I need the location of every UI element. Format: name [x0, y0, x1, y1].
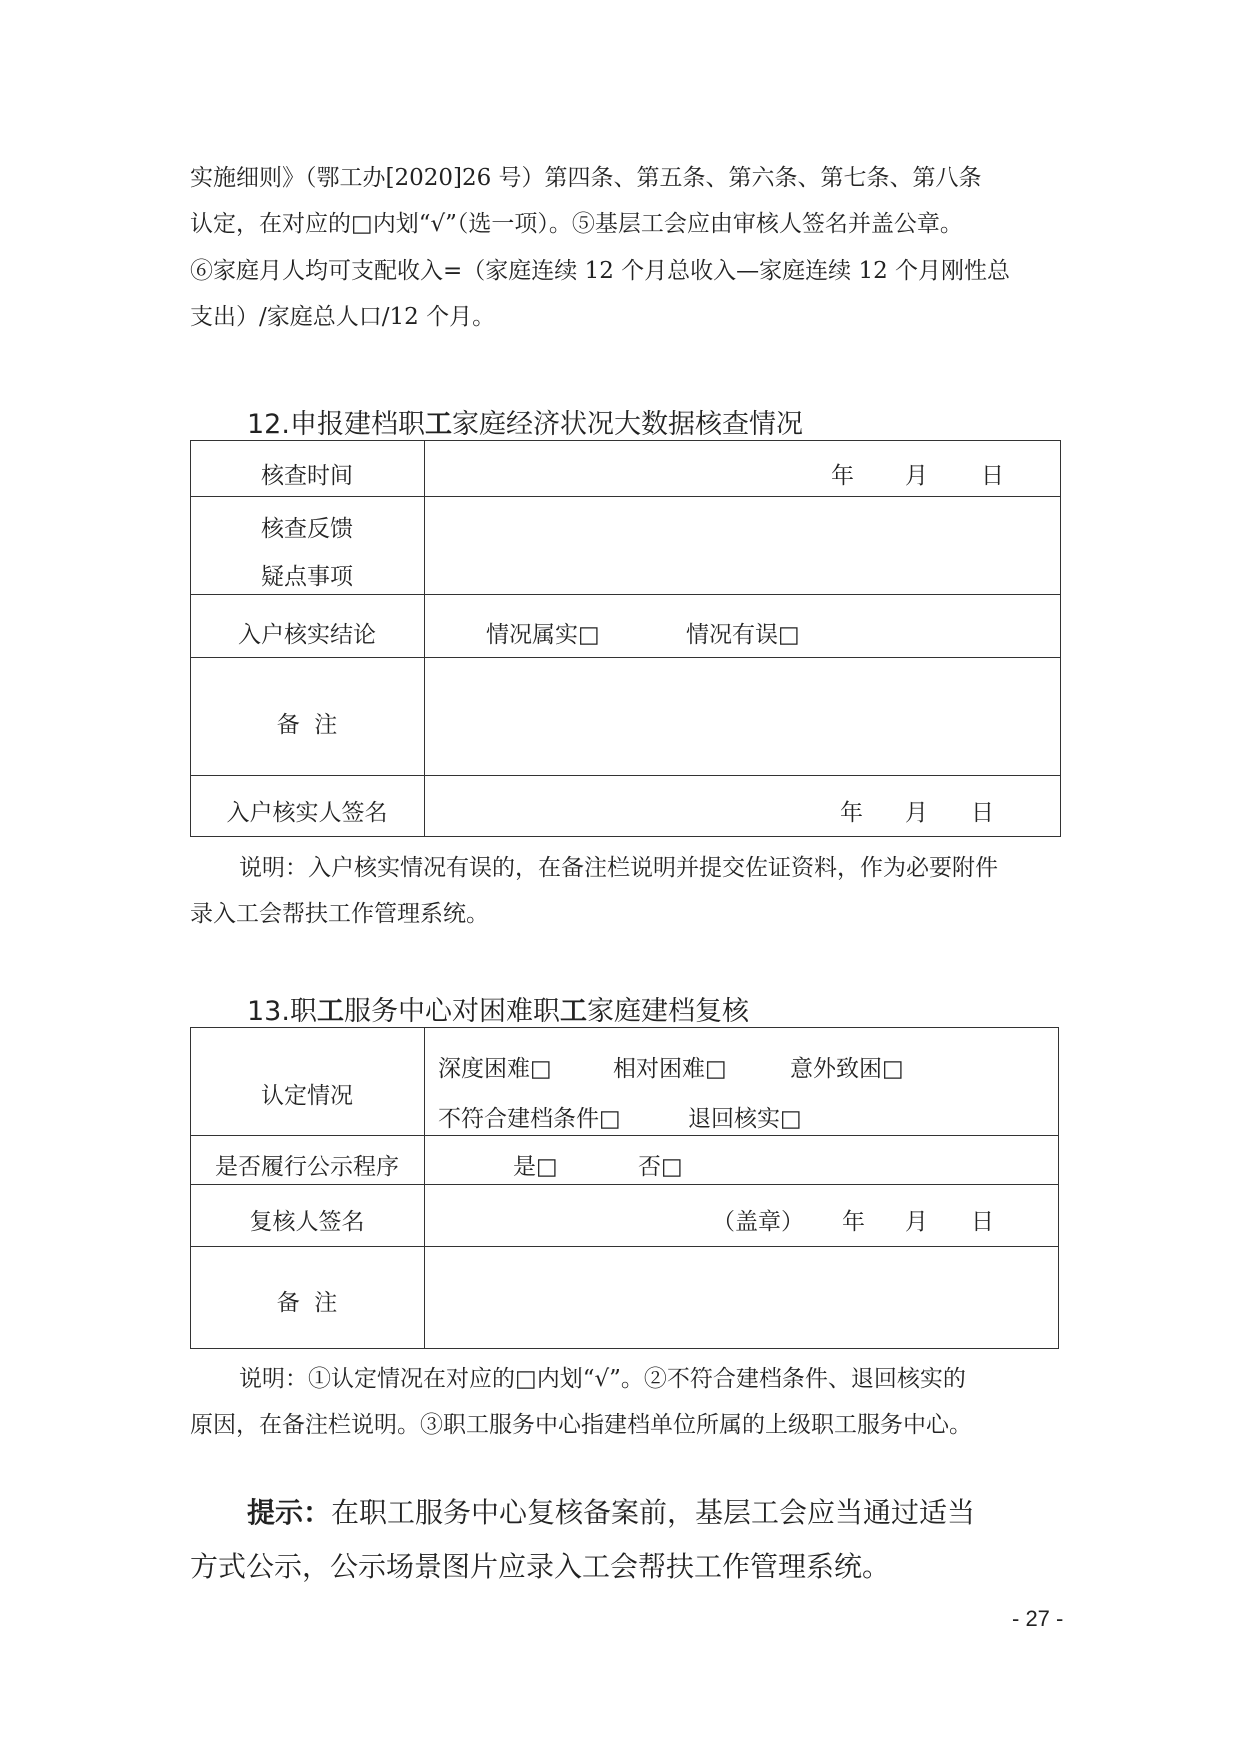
section-13-title-b: 服务中心对困难职 — [343, 996, 560, 1027]
table-12-row-line — [190, 657, 1061, 658]
table-12-row-line — [190, 594, 1061, 595]
section-12-title-bold: 工 — [424, 409, 452, 440]
signer-day: 日 — [971, 800, 994, 826]
table-13-row-line — [190, 1246, 1059, 1247]
signer-label: 入户核实人签名 — [226, 800, 388, 826]
option-error-checkbox[interactable]: 情况有误□ — [686, 622, 800, 648]
section-12-number: 12. — [247, 409, 290, 440]
tip-label: 提示： — [247, 1496, 332, 1529]
seal-text: （盖章） — [712, 1209, 804, 1235]
section-13-note-line-1: 说明：①认定情况在对应的□内划“√”。②不符合建档条件、退回核实的 — [239, 1366, 966, 1392]
tip-line-2: 方式公示，公示场景图片应录入工会帮扶工作管理系统。 — [190, 1550, 891, 1583]
conclusion-label: 入户核实结论 — [238, 622, 376, 648]
signer-month: 月 — [905, 800, 928, 826]
section-13-title-a: 职 — [289, 996, 317, 1027]
section-13-heading — [247, 989, 749, 1028]
remarks-label-12: 备 注 — [276, 712, 338, 738]
section-13-note-line-2: 原因，在备注栏说明。③职工服务中心指建档单位所属的上级职工服务中心。 — [190, 1412, 972, 1438]
section-12-title-b: 家庭经济状况大数据核查情况 — [451, 409, 803, 440]
section-13-title-c: 家庭建档复核 — [586, 996, 749, 1027]
opt-deep-checkbox[interactable]: 深度困难□ — [438, 1056, 552, 1082]
table-12-divider — [424, 440, 425, 837]
section-13-number: 13. — [247, 996, 290, 1027]
check-time-label: 核查时间 — [261, 463, 353, 489]
intro-line-4: 支出）/家庭总人口/12 个月。 — [190, 304, 496, 330]
table-13-row-line — [190, 1184, 1059, 1185]
check-time-year: 年 — [831, 463, 854, 489]
intro-line-2: 认定，在对应的□内划“√”（选一项）。⑤基层工会应由审核人签名并盖公章。 — [190, 211, 963, 237]
section-12-title-a: 申报建档职 — [289, 409, 425, 440]
tip-text-1: 在职工服务中心复核备案前，基层工会应当通过适当 — [331, 1496, 976, 1529]
intro-line-3: ⑥家庭月人均可支配收入=（家庭连续 12 个月总收入—家庭连续 12 个月刚性总 — [190, 258, 1011, 284]
tip-line-1 — [247, 1489, 975, 1537]
opt-not-eligible-checkbox[interactable]: 不符合建档条件□ — [438, 1106, 621, 1132]
option-true-checkbox[interactable]: 情况属实□ — [486, 622, 600, 648]
remarks-label-13: 备 注 — [276, 1290, 338, 1316]
feedback-label-2: 疑点事项 — [261, 564, 353, 590]
table-13-divider — [424, 1027, 425, 1349]
opt-yes-checkbox[interactable]: 是□ — [513, 1154, 558, 1180]
reviewer-month: 月 — [905, 1209, 928, 1235]
determination-label: 认定情况 — [261, 1083, 353, 1109]
intro-line-1: 实施细则》（鄂工办[2020]26 号）第四条、第五条、第六条、第七条、第八条 — [190, 165, 982, 191]
feedback-label-1: 核查反馈 — [261, 516, 353, 542]
opt-accident-checkbox[interactable]: 意外致困□ — [790, 1056, 904, 1082]
section-13-title-bold-1: 工 — [316, 996, 344, 1027]
opt-no-checkbox[interactable]: 否□ — [638, 1154, 683, 1180]
table-12-row-line — [190, 496, 1061, 497]
table-12-row-line — [190, 775, 1061, 776]
signer-year: 年 — [840, 800, 863, 826]
section-12-heading — [247, 402, 803, 441]
section-12-note-line-2: 录入工会帮扶工作管理系统。 — [190, 901, 489, 927]
table-13-row-line — [190, 1135, 1059, 1136]
reviewer-year: 年 — [842, 1209, 865, 1235]
opt-return-checkbox[interactable]: 退回核实□ — [688, 1106, 802, 1132]
opt-relative-checkbox[interactable]: 相对困难□ — [613, 1056, 727, 1082]
check-time-month: 月 — [905, 463, 928, 489]
section-12-note-line-1: 说明：入户核实情况有误的，在备注栏说明并提交佐证资料，作为必要附件 — [239, 855, 998, 881]
section-13-title-bold-2: 工 — [559, 996, 587, 1027]
reviewer-day: 日 — [971, 1209, 994, 1235]
publicity-label: 是否履行公示程序 — [215, 1154, 399, 1180]
reviewer-label: 复核人签名 — [249, 1209, 365, 1235]
check-time-day: 日 — [981, 463, 1004, 489]
page-number: - 27 - — [1012, 1606, 1064, 1631]
